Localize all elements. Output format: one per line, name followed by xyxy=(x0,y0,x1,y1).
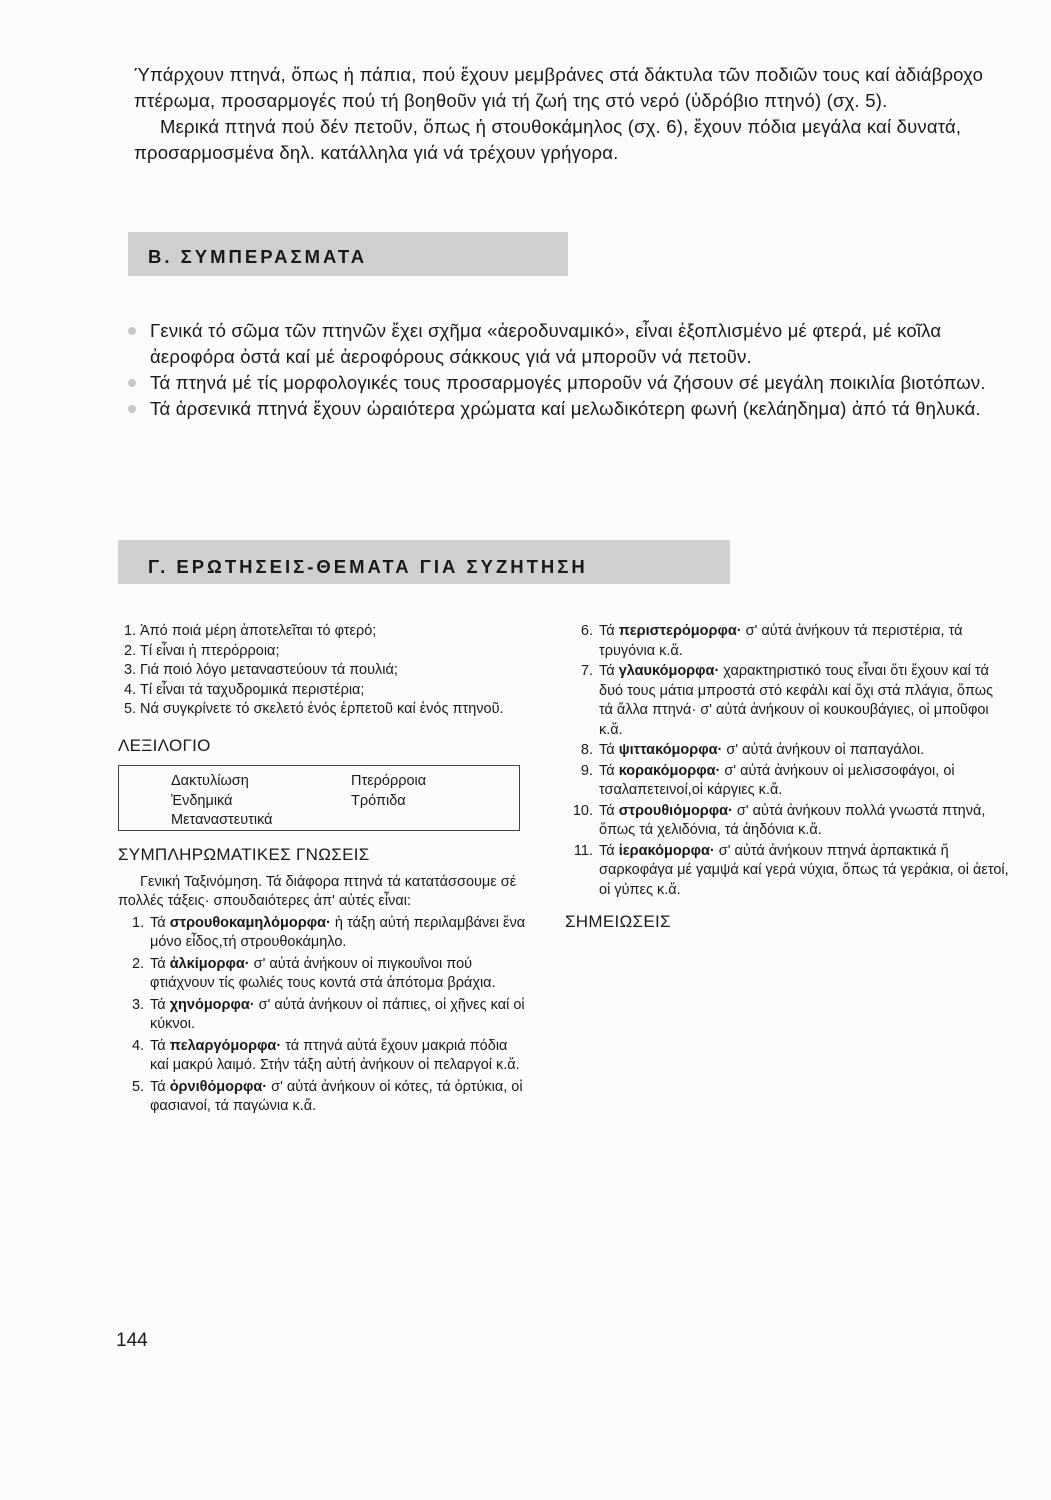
taxonomy-number: 8. xyxy=(580,742,593,758)
bullet-icon xyxy=(128,379,136,387)
conclusion-item xyxy=(128,370,1023,396)
glossary-column-1 xyxy=(171,772,273,831)
taxonomy-number: 6. xyxy=(580,623,593,639)
taxonomy-prefix: Τά xyxy=(599,802,619,819)
question-item xyxy=(118,661,528,681)
taxonomy-name: στρουθιόμορφα· xyxy=(618,802,733,819)
taxonomy-text: ἡ τάξη αὐτή περιλαμβάνει ἕνα μόνο εἶδος,τή στρουθοκάμηλο. xyxy=(150,914,526,950)
taxonomy-number: 4. xyxy=(132,1037,145,1054)
taxonomy-text: χαρακτηριστικό τους εἶναι ὅτι ἔχουν καί τά δυό τους μάτια μπροστά στό κεφάλι καί ὄχι στά πλάγια, ὅπως τά ἄλλα πτηνά· σ' αὐτά ἀνήκουν οἱ κουκουβάγιες, οἱ μποῦφοι κ.ἄ. xyxy=(599,663,994,738)
taxonomy-item xyxy=(132,996,528,1035)
intro-paragraph-2: Μερικά πτηνά πού δέν πετοῦν, ὅπως ἡ στουθοκάμηλος (σχ. 6), ἔχουν πόδια μεγάλα καί δυνατά, προσαρμοσμένα δηλ. κατάλληλα γιά νά τρέχουν γρήγορα. xyxy=(134,116,962,163)
conclusions-list xyxy=(128,318,1023,422)
taxonomy-number: 10. xyxy=(572,802,593,819)
taxonomy-name: στρουθοκαμηλόμορφα· xyxy=(169,914,331,931)
taxonomy-text: σ' αὐτά ἀνήκουν οἱ παπαγάλοι. xyxy=(722,742,925,758)
glossary-term: Τρόπιδα xyxy=(351,792,406,809)
taxonomy-name: κορακόμορφα· xyxy=(618,762,721,779)
taxonomy-prefix: Τά xyxy=(150,914,170,931)
glossary-box xyxy=(118,765,520,831)
taxonomy-text: σ' αὐτά ἀνήκουν τά περιστέρια, τά τρυγόνια κ.ἄ. xyxy=(599,623,963,659)
taxonomy-item xyxy=(132,1037,528,1076)
taxonomy-prefix: Τά xyxy=(599,742,619,758)
taxonomy-number: 5. xyxy=(132,1078,145,1095)
taxonomy-text: σ' αὐτά ἀνήκουν πολλά γνωστά πτηνά, ὅπως τά χελιδόνια, τά ἀηδόνια κ.ἄ. xyxy=(599,802,986,838)
taxonomy-name: ἀλκίμορφα· xyxy=(169,955,250,972)
taxonomy-text: σ' αὐτά ἀνήκουν οἱ πάπιες, οἱ χῆνες καί οἱ κύκνοι. xyxy=(150,996,525,1032)
taxonomy-text: σ' αὐτά ἀνήκουν οἱ κότες, τά ὀρτύκια, οἱ φασιανοί, τά παγώνια κ.ἄ. xyxy=(150,1078,523,1114)
taxonomy-item xyxy=(565,842,1010,901)
taxonomy-name: ψιττακόμορφα· xyxy=(618,742,723,758)
taxonomy-name: χηνόμορφα· xyxy=(169,996,255,1013)
glossary-term: Πτερόρροια xyxy=(351,773,427,789)
glossary-column-2 xyxy=(351,772,426,811)
question-item xyxy=(118,622,528,642)
taxonomy-text: σ' αὐτά ἀνήκουν πτηνά ἁρπακτικά ἤ σαρκοφάγα μέ γαμψά καί γερά νύχια, ὅπως τά γεράκια, οἱ ἀετοί, οἱ γύπες κ.ἄ. xyxy=(599,842,1009,898)
question-text: Τί εἶναι τά ταχυδρομικά περιστέρια; xyxy=(140,681,365,698)
conclusion-text: Τά πτηνά μέ τίς μορφολογικές τους προσαρμογές μποροῦν νά ζήσουν σέ μεγάλη ποικιλία βιοτόπων. xyxy=(150,372,986,393)
taxonomy-prefix: Τά xyxy=(599,762,619,779)
conclusion-item xyxy=(128,318,1023,370)
question-number: 3. xyxy=(124,662,137,678)
intro-paragraph-1: Ύπάρχουν πτηνά, ὅπως ἡ πάπια, πού ἔχουν μεμβράνες στά δάκτυλα τῶν ποδιῶν τους καί ἀδιάβροχο πτέρωμα, προσαρμογές πού τή βοηθοῦν γιά τή ζωή της στό νερό (ὑδρόβιο πτηνό) (σχ. 5). xyxy=(134,64,984,111)
taxonomy-text: τά πτηνά αὐτά ἔχουν μακριά πόδια καί μακρύ λαιμό. Στήν τάξη αὐτή ἀνήκουν οἱ πελαργοί κ.ἄ. xyxy=(150,1037,520,1073)
taxonomy-number: 1. xyxy=(132,914,145,931)
taxonomy-name: γλαυκόμορφα· xyxy=(618,663,720,679)
taxonomy-item xyxy=(565,741,1010,761)
taxonomy-number: 7. xyxy=(580,663,593,679)
taxonomy-prefix: Τά xyxy=(150,1037,170,1054)
supplementary-intro: Γενική Ταξινόμηση. Τά διάφορα πτηνά τά κατατάσσουμε σέ πολλές τάξεις· σπουδαιότερες ἀπ' αὐτές εἶναι: xyxy=(118,873,517,909)
taxonomy-item xyxy=(132,914,528,953)
taxonomy-prefix: Τά xyxy=(150,996,170,1013)
glossary-term: Ἐνδημικά xyxy=(171,792,233,809)
questions-list xyxy=(118,622,528,720)
question-number: 2. xyxy=(124,642,137,659)
question-number: 5. xyxy=(124,701,137,717)
taxonomy-item xyxy=(565,802,1010,841)
question-item xyxy=(118,642,528,662)
taxonomy-number: 2. xyxy=(132,955,145,972)
taxonomy-number: 11. xyxy=(573,842,593,859)
taxonomy-number: 3. xyxy=(132,996,145,1013)
taxonomy-item xyxy=(132,1078,528,1117)
taxonomy-item xyxy=(565,622,1010,661)
taxonomy-prefix: Τά xyxy=(599,663,619,679)
intro-text xyxy=(134,62,1014,166)
question-item xyxy=(118,700,528,720)
question-text: Γιά ποιό λόγο μεταναστεύουν τά πουλιά; xyxy=(140,662,398,678)
question-text: Τί εἶναι ἡ πτερόρροια; xyxy=(140,642,280,659)
taxonomy-item xyxy=(565,762,1010,801)
bullet-icon xyxy=(128,327,136,335)
glossary-title: ΛΕΞΙΛΟΓΙΟ xyxy=(118,735,211,755)
left-column xyxy=(118,622,528,1119)
glossary-term: Δακτυλίωση xyxy=(171,773,249,789)
page-number: 144 xyxy=(116,1330,148,1351)
section-c-title: Γ. ΕΡΩΤΗΣΕΙΣ-ΘΕΜΑΤΑ ΓΙΑ ΣΥΖΗΤΗΣΗ xyxy=(148,556,588,577)
question-item xyxy=(118,681,528,701)
taxonomy-item xyxy=(565,662,1010,740)
glossary-term: Μεταναστευτικά xyxy=(171,812,273,828)
taxonomy-prefix: Τά xyxy=(599,842,619,859)
conclusion-text: Γενικά τό σῶμα τῶν πτηνῶν ἔχει σχῆμα «ἀεροδυναμικό», εἶναι ἐξοπλισμένο μέ φτερά, μέ κοῖλα ἀεροφόρα ὀστά καί μέ ἀεροφόρους σάκκους γιά νά μποροῦν νά πετοῦν. xyxy=(150,320,942,367)
taxonomy-text: σ' αὐτά ἀνήκουν οἱ μελισσοφάγοι, οἱ τσαλαπετεινοί,οἱ κάργιες κ.ἄ. xyxy=(599,762,955,798)
taxonomy-name: πελαργόμορφα· xyxy=(169,1037,282,1054)
bullet-icon xyxy=(128,405,136,413)
taxonomy-list-left xyxy=(118,914,528,1117)
taxonomy-prefix: Τά xyxy=(599,623,619,639)
section-b-title: Β. ΣΥΜΠΕΡΑΣΜΑΤΑ xyxy=(148,246,368,267)
taxonomy-item xyxy=(132,955,528,994)
taxonomy-name: ὀρνιθόμορφα· xyxy=(169,1078,268,1095)
taxonomy-text: σ' αὐτά ἀνήκουν οἱ πιγκουΐνοι πού φτιάχνουν τίς φωλιές τους κοντά στά ἀπότομα βράχια. xyxy=(150,955,496,991)
conclusion-item xyxy=(128,396,1023,422)
right-column xyxy=(565,622,1010,932)
supplementary-title: ΣΥΜΠΛΗΡΩΜΑΤΙΚΕΣ ΓΝΩΣΕΙΣ xyxy=(118,845,370,864)
question-text: Ἀπό ποιά μέρη ἀποτελεῖται τό φτερό; xyxy=(140,623,377,639)
conclusion-text: Τά ἀρσενικά πτηνά ἔχουν ὡραιότερα χρώματα καί μελωδικότερη φωνή (κελάηδημα) ἀπό τά θηλυκά. xyxy=(150,398,981,419)
taxonomy-prefix: Τά xyxy=(150,1078,170,1095)
taxonomy-list-right xyxy=(565,622,1010,900)
taxonomy-prefix: Τά xyxy=(150,955,170,972)
question-text: Νά συγκρίνετε τό σκελετό ἑνός ἑρπετοῦ καί ἑνός πτηνοῦ. xyxy=(140,701,504,717)
taxonomy-number: 9. xyxy=(580,762,593,779)
notes-title: ΣΗΜΕΙΩΣΕΙΣ xyxy=(565,912,671,931)
taxonomy-name: περιστερόμορφα· xyxy=(618,623,742,639)
taxonomy-name: ἱερακόμορφα· xyxy=(618,842,715,859)
question-number: 1. xyxy=(124,623,137,639)
question-number: 4. xyxy=(124,681,137,698)
